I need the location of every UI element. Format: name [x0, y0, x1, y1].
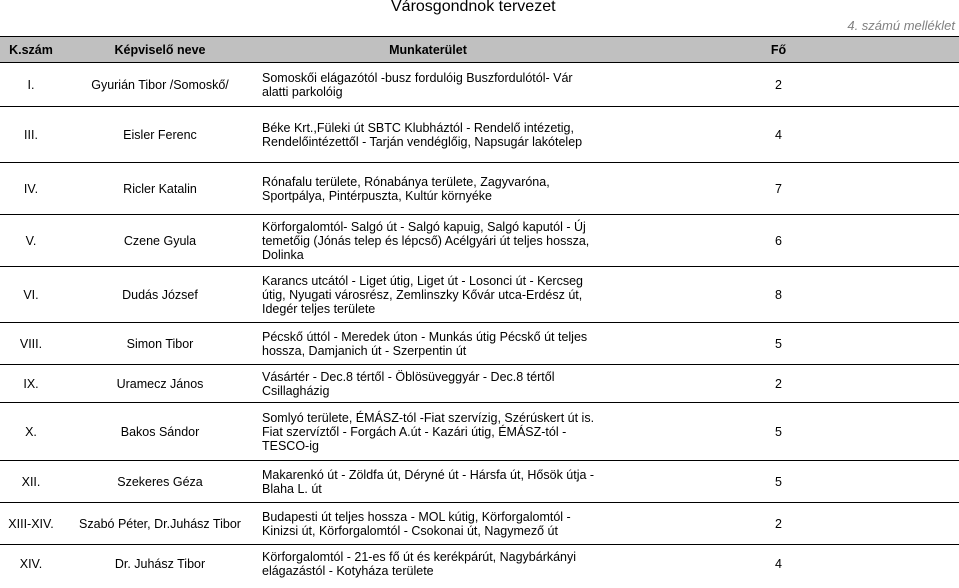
table-row: [0, 215, 959, 267]
row-kszam: XIV.: [19, 556, 43, 571]
row-area: Béke Krt.,Füleki út SBTC Klubháztól - Rendelő intézetig, Rendelőintézettől - Tarján vendéglőig, Napsugár lakótelep: [262, 120, 583, 149]
row-kszam: IV.: [23, 181, 39, 196]
row-area: Körforgalomtól- Salgó út - Salgó kapuig, Salgó kaputól - Új temetőig (Jónás telep és lépcső) Acélgyári út teljes hossza, Dolinka: [262, 219, 590, 262]
row-area: Körforgalomtól - 21-es fő út és kerékpárút, Nagybárkányi elágazástól - Kotyháza területe: [262, 549, 577, 578]
row-fo: 5: [775, 474, 782, 489]
column-header-area: Munkaterület: [258, 37, 598, 63]
row-name: Eisler Ferenc: [123, 127, 197, 142]
row-kszam: III.: [24, 127, 38, 142]
row-area: Karancs utcától - Liget útig, Liget út - Losonci út - Kercseg útig, Nyugati városrész, Zemlinszky Kővár utca-Erdész út, Idegér teljes területe: [262, 273, 584, 316]
work-area-table: [0, 36, 959, 583]
row-area: Makarenkó út - Zöldfa út, Déryné út - Hársfa út, Hősök útja - Blaha L. út: [262, 467, 595, 496]
table-row: [0, 545, 959, 583]
row-fo: 7: [775, 181, 782, 196]
table-row: [0, 323, 959, 365]
row-fo: 6: [775, 233, 782, 248]
row-kszam: XIII-XIV.: [8, 516, 54, 531]
table-row: [0, 503, 959, 545]
row-kszam: IX.: [23, 376, 39, 391]
row-area: Somoskői elágazótól -busz fordulóig Buszfordulótól- Vár alatti parkolóig: [262, 70, 573, 99]
column-header-fo: Fő: [598, 37, 959, 63]
row-area: Vásártér - Dec.8 tértől - Öblösüveggyár - Dec.8 tértől Csillagházig: [262, 369, 555, 398]
row-fo: 4: [775, 556, 782, 571]
column-header-kszam: K.szám: [0, 37, 62, 63]
row-fo: 2: [775, 77, 782, 92]
row-area: Rónafalu területe, Rónabánya területe, Zagyvaróna, Sportpálya, Pintérpuszta, Kultúr környéke: [262, 174, 550, 203]
row-kszam: I.: [27, 77, 35, 92]
row-fo: 2: [775, 376, 782, 391]
table-row: [0, 403, 959, 461]
table-row: [0, 461, 959, 503]
table-row: [0, 267, 959, 323]
row-name: Gyurián Tibor /Somoskő/: [91, 77, 229, 92]
row-name: Dr. Juhász Tibor: [114, 556, 206, 571]
row-fo: 5: [775, 424, 782, 439]
row-fo: 8: [775, 287, 782, 302]
row-area: Somlyó területe, ÉMÁSZ-tól -Fiat szervízig, Szérúskert út is. Fiat szervíztől - Forgách A.út - Kazári útig, ÉMÁSZ-tól - TESCO-ig: [262, 410, 595, 453]
table-row: [0, 107, 959, 163]
row-fo: 2: [775, 516, 782, 531]
row-name: Simon Tibor: [126, 336, 194, 351]
row-name: Dudás József: [122, 287, 198, 302]
row-kszam: XII.: [21, 474, 41, 489]
row-fo: 4: [775, 127, 782, 142]
row-name: Bakos Sándor: [120, 424, 200, 439]
row-kszam: VIII.: [19, 336, 43, 351]
row-area: Pécskő úttól - Meredek úton - Munkás útig Pécskő út teljes hossza, Damjanich út - Szerpentin út: [262, 329, 588, 358]
document-title: Városgondnok tervezet: [391, 0, 556, 15]
table-row: [0, 365, 959, 403]
row-name: Czene Gyula: [123, 233, 197, 248]
row-name: Ricler Katalin: [123, 181, 197, 196]
table-row: [0, 63, 959, 107]
table-header-row: [0, 37, 959, 63]
row-kszam: VI.: [23, 287, 39, 302]
row-kszam: X.: [25, 424, 37, 439]
row-name: Szabó Péter, Dr.Juhász Tibor: [79, 516, 241, 531]
row-fo: 5: [775, 336, 782, 351]
table-row: [0, 163, 959, 215]
row-name: Szekeres Géza: [117, 474, 203, 489]
row-area: Budapesti út teljes hossza - MOL kútig, Körforgalomtól - Kinizsi út, Körforgalomtól - Csokonai út, Nagymező út: [262, 509, 571, 538]
column-header-name: Képviselő neve: [62, 37, 258, 63]
row-name: Uramecz János: [116, 376, 204, 391]
annex-label: 4. számú melléklet: [847, 18, 955, 33]
row-kszam: V.: [25, 233, 37, 248]
